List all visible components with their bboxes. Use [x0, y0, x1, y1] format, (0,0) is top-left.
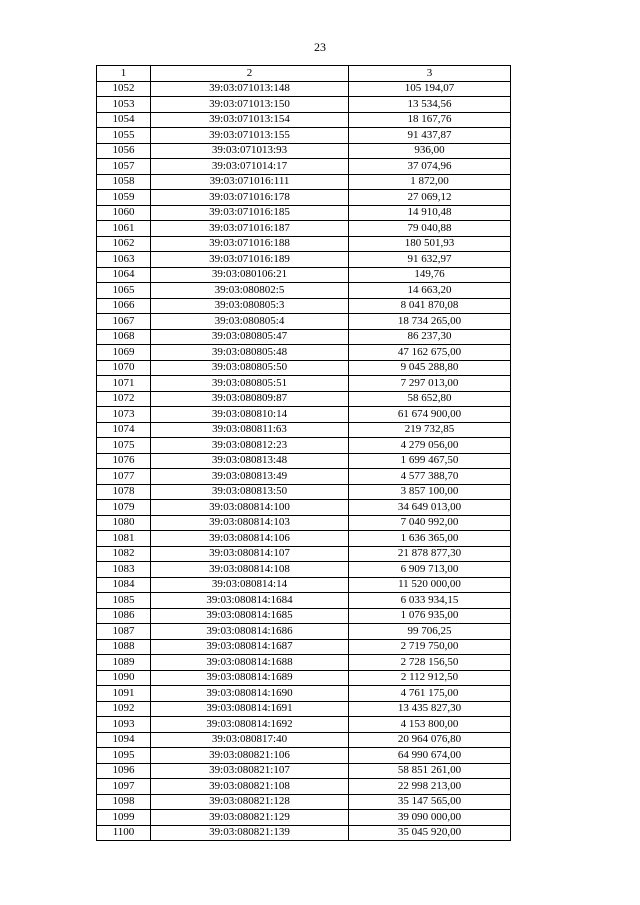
row-number-cell: 1078: [97, 484, 151, 500]
cadastral-number-cell: 39:03:080805:3: [151, 298, 349, 314]
cadastral-number-cell: 39:03:080821:129: [151, 810, 349, 826]
page-number: 23: [314, 40, 326, 54]
row-number-cell: 1079: [97, 500, 151, 516]
value-cell: 86 237,30: [349, 329, 511, 345]
value-cell: 22 998 213,00: [349, 779, 511, 795]
row-number-cell: 1071: [97, 376, 151, 392]
row-number-cell: 1075: [97, 438, 151, 454]
row-number-cell: 1081: [97, 531, 151, 547]
row-number-cell: 1070: [97, 360, 151, 376]
row-number-cell: 1064: [97, 267, 151, 283]
value-cell: 1 699 467,50: [349, 453, 511, 469]
row-number-cell: 1091: [97, 686, 151, 702]
table-row: [97, 763, 511, 779]
cadastre-table: [96, 65, 511, 841]
row-number-cell: 1058: [97, 174, 151, 190]
table-row: [97, 810, 511, 826]
table-row: [97, 236, 511, 252]
value-cell: 58 851 261,00: [349, 763, 511, 779]
row-number-cell: 1085: [97, 593, 151, 609]
cadastral-number-cell: 39:03:080821:106: [151, 748, 349, 764]
table-row: [97, 376, 511, 392]
row-number-cell: 1059: [97, 190, 151, 206]
value-cell: 8 041 870,08: [349, 298, 511, 314]
row-number-cell: 1054: [97, 112, 151, 128]
row-number-cell: 1095: [97, 748, 151, 764]
row-number-cell: 1100: [97, 825, 151, 841]
row-number-cell: 1093: [97, 717, 151, 733]
cadastral-number-cell: 39:03:080821:128: [151, 794, 349, 810]
cadastral-number-cell: 39:03:071013:148: [151, 81, 349, 97]
row-number-cell: 1065: [97, 283, 151, 299]
header-col-1: 1: [97, 66, 151, 82]
table-row: [97, 345, 511, 361]
table-row: [97, 143, 511, 159]
row-number-cell: 1074: [97, 422, 151, 438]
row-number-cell: 1060: [97, 205, 151, 221]
table-row: [97, 825, 511, 841]
cadastral-number-cell: 39:03:080811:63: [151, 422, 349, 438]
value-cell: 180 501,93: [349, 236, 511, 252]
table-row: [97, 577, 511, 593]
cadastral-number-cell: 39:03:071016:111: [151, 174, 349, 190]
table-row: [97, 655, 511, 671]
table-row: [97, 205, 511, 221]
table-row: [97, 314, 511, 330]
value-cell: 2 728 156,50: [349, 655, 511, 671]
cadastral-number-cell: 39:03:080814:108: [151, 562, 349, 578]
table-row: [97, 391, 511, 407]
cadastral-number-cell: 39:03:080814:1687: [151, 639, 349, 655]
value-cell: 1 636 365,00: [349, 531, 511, 547]
cadastral-number-cell: 39:03:080814:100: [151, 500, 349, 516]
row-number-cell: 1086: [97, 608, 151, 624]
cadastral-number-cell: 39:03:080805:50: [151, 360, 349, 376]
row-number-cell: 1056: [97, 143, 151, 159]
table-row: [97, 608, 511, 624]
row-number-cell: 1068: [97, 329, 151, 345]
row-number-cell: 1099: [97, 810, 151, 826]
cadastral-number-cell: 39:03:080814:103: [151, 515, 349, 531]
value-cell: 2 112 912,50: [349, 670, 511, 686]
row-number-cell: 1062: [97, 236, 151, 252]
row-number-cell: 1072: [97, 391, 151, 407]
table-header: [97, 66, 511, 82]
table-row: [97, 159, 511, 175]
row-number-cell: 1088: [97, 639, 151, 655]
cadastral-number-cell: 39:03:080821:139: [151, 825, 349, 841]
value-cell: 2 719 750,00: [349, 639, 511, 655]
value-cell: 6 033 934,15: [349, 593, 511, 609]
value-cell: 61 674 900,00: [349, 407, 511, 423]
row-number-cell: 1090: [97, 670, 151, 686]
row-number-cell: 1055: [97, 128, 151, 144]
table-body: [97, 81, 511, 841]
cadastral-number-cell: 39:03:080814:1684: [151, 593, 349, 609]
table-row: [97, 298, 511, 314]
value-cell: 105 194,07: [349, 81, 511, 97]
table-row: [97, 283, 511, 299]
value-cell: 219 732,85: [349, 422, 511, 438]
cadastral-number-cell: 39:03:071013:93: [151, 143, 349, 159]
value-cell: 14 663,20: [349, 283, 511, 299]
row-number-cell: 1084: [97, 577, 151, 593]
value-cell: 13 534,56: [349, 97, 511, 113]
cadastral-number-cell: 39:03:080805:4: [151, 314, 349, 330]
value-cell: 4 761 175,00: [349, 686, 511, 702]
table-row: [97, 81, 511, 97]
cadastral-number-cell: 39:03:080821:108: [151, 779, 349, 795]
table-row: [97, 484, 511, 500]
row-number-cell: 1061: [97, 221, 151, 237]
value-cell: 7 040 992,00: [349, 515, 511, 531]
value-cell: 34 649 013,00: [349, 500, 511, 516]
table-row: [97, 329, 511, 345]
table-row: [97, 717, 511, 733]
row-number-cell: 1069: [97, 345, 151, 361]
table-row: [97, 500, 511, 516]
cadastral-number-cell: 39:03:071013:154: [151, 112, 349, 128]
value-cell: 35 147 565,00: [349, 794, 511, 810]
table-row: [97, 670, 511, 686]
row-number-cell: 1076: [97, 453, 151, 469]
table-row: [97, 562, 511, 578]
table-row: [97, 779, 511, 795]
value-cell: 27 069,12: [349, 190, 511, 206]
value-cell: 14 910,48: [349, 205, 511, 221]
row-number-cell: 1057: [97, 159, 151, 175]
row-number-cell: 1092: [97, 701, 151, 717]
cadastral-number-cell: 39:03:071016:188: [151, 236, 349, 252]
table-row: [97, 453, 511, 469]
value-cell: 6 909 713,00: [349, 562, 511, 578]
table-row: [97, 252, 511, 268]
value-cell: 936,00: [349, 143, 511, 159]
cadastral-number-cell: 39:03:080814:1686: [151, 624, 349, 640]
value-cell: 18 167,76: [349, 112, 511, 128]
table-row: [97, 701, 511, 717]
value-cell: 99 706,25: [349, 624, 511, 640]
table-row: [97, 174, 511, 190]
row-number-cell: 1066: [97, 298, 151, 314]
cadastral-number-cell: 39:03:080817:40: [151, 732, 349, 748]
value-cell: 1 872,00: [349, 174, 511, 190]
header-row: [97, 66, 511, 82]
cadastral-number-cell: 39:03:080814:1692: [151, 717, 349, 733]
cadastral-number-cell: 39:03:071014:17: [151, 159, 349, 175]
row-number-cell: 1053: [97, 97, 151, 113]
table-row: [97, 748, 511, 764]
value-cell: 18 734 265,00: [349, 314, 511, 330]
value-cell: 3 857 100,00: [349, 484, 511, 500]
table-row: [97, 112, 511, 128]
table-row: [97, 128, 511, 144]
table-row: [97, 407, 511, 423]
cadastral-number-cell: 39:03:071016:178: [151, 190, 349, 206]
cadastral-number-cell: 39:03:080814:1685: [151, 608, 349, 624]
cadastral-number-cell: 39:03:080814:1689: [151, 670, 349, 686]
row-number-cell: 1096: [97, 763, 151, 779]
cadastral-number-cell: 39:03:071013:150: [151, 97, 349, 113]
row-number-cell: 1083: [97, 562, 151, 578]
cadastral-number-cell: 39:03:080805:47: [151, 329, 349, 345]
cadastral-number-cell: 39:03:080813:49: [151, 469, 349, 485]
header-col-2: 2: [151, 66, 349, 82]
table-row: [97, 794, 511, 810]
value-cell: 7 297 013,00: [349, 376, 511, 392]
table-row: [97, 593, 511, 609]
table-row: [97, 531, 511, 547]
cadastral-number-cell: 39:03:080814:1691: [151, 701, 349, 717]
cadastral-number-cell: 39:03:071016:185: [151, 205, 349, 221]
cadastral-number-cell: 39:03:080812:23: [151, 438, 349, 454]
value-cell: 37 074,96: [349, 159, 511, 175]
table-row: [97, 97, 511, 113]
cadastral-number-cell: 39:03:080813:50: [151, 484, 349, 500]
cadastral-number-cell: 39:03:080802:5: [151, 283, 349, 299]
cadastral-number-cell: 39:03:071016:187: [151, 221, 349, 237]
value-cell: 79 040,88: [349, 221, 511, 237]
cadastral-number-cell: 39:03:080814:106: [151, 531, 349, 547]
value-cell: 1 076 935,00: [349, 608, 511, 624]
cadastral-number-cell: 39:03:071016:189: [151, 252, 349, 268]
row-number-cell: 1067: [97, 314, 151, 330]
row-number-cell: 1052: [97, 81, 151, 97]
table-row: [97, 221, 511, 237]
cadastral-number-cell: 39:03:080814:1688: [151, 655, 349, 671]
cadastral-number-cell: 39:03:080809:87: [151, 391, 349, 407]
table-row: [97, 624, 511, 640]
value-cell: 35 045 920,00: [349, 825, 511, 841]
row-number-cell: 1073: [97, 407, 151, 423]
value-cell: 91 632,97: [349, 252, 511, 268]
cadastral-number-cell: 39:03:080805:48: [151, 345, 349, 361]
cadastral-number-cell: 39:03:080805:51: [151, 376, 349, 392]
row-number-cell: 1089: [97, 655, 151, 671]
row-number-cell: 1063: [97, 252, 151, 268]
table-row: [97, 515, 511, 531]
row-number-cell: 1080: [97, 515, 151, 531]
value-cell: 11 520 000,00: [349, 577, 511, 593]
value-cell: 91 437,87: [349, 128, 511, 144]
table-row: [97, 267, 511, 283]
value-cell: 20 964 076,80: [349, 732, 511, 748]
cadastral-number-cell: 39:03:080814:107: [151, 546, 349, 562]
row-number-cell: 1087: [97, 624, 151, 640]
table-row: [97, 469, 511, 485]
table-row: [97, 639, 511, 655]
table-row: [97, 546, 511, 562]
table-row: [97, 686, 511, 702]
value-cell: 4 577 388,70: [349, 469, 511, 485]
cadastral-number-cell: 39:03:080106:21: [151, 267, 349, 283]
header-col-3: 3: [349, 66, 511, 82]
cadastral-number-cell: 39:03:080814:14: [151, 577, 349, 593]
table-row: [97, 422, 511, 438]
value-cell: 4 279 056,00: [349, 438, 511, 454]
table-row: [97, 732, 511, 748]
table-row: [97, 190, 511, 206]
value-cell: 64 990 674,00: [349, 748, 511, 764]
value-cell: 58 652,80: [349, 391, 511, 407]
value-cell: 9 045 288,80: [349, 360, 511, 376]
value-cell: 149,76: [349, 267, 511, 283]
value-cell: 39 090 000,00: [349, 810, 511, 826]
value-cell: 4 153 800,00: [349, 717, 511, 733]
row-number-cell: 1097: [97, 779, 151, 795]
row-number-cell: 1077: [97, 469, 151, 485]
value-cell: 21 878 877,30: [349, 546, 511, 562]
cadastral-number-cell: 39:03:071013:155: [151, 128, 349, 144]
value-cell: 47 162 675,00: [349, 345, 511, 361]
row-number-cell: 1098: [97, 794, 151, 810]
row-number-cell: 1082: [97, 546, 151, 562]
value-cell: 13 435 827,30: [349, 701, 511, 717]
cadastral-number-cell: 39:03:080814:1690: [151, 686, 349, 702]
row-number-cell: 1094: [97, 732, 151, 748]
cadastral-number-cell: 39:03:080821:107: [151, 763, 349, 779]
table-row: [97, 438, 511, 454]
table-row: [97, 360, 511, 376]
cadastral-number-cell: 39:03:080810:14: [151, 407, 349, 423]
cadastral-number-cell: 39:03:080813:48: [151, 453, 349, 469]
